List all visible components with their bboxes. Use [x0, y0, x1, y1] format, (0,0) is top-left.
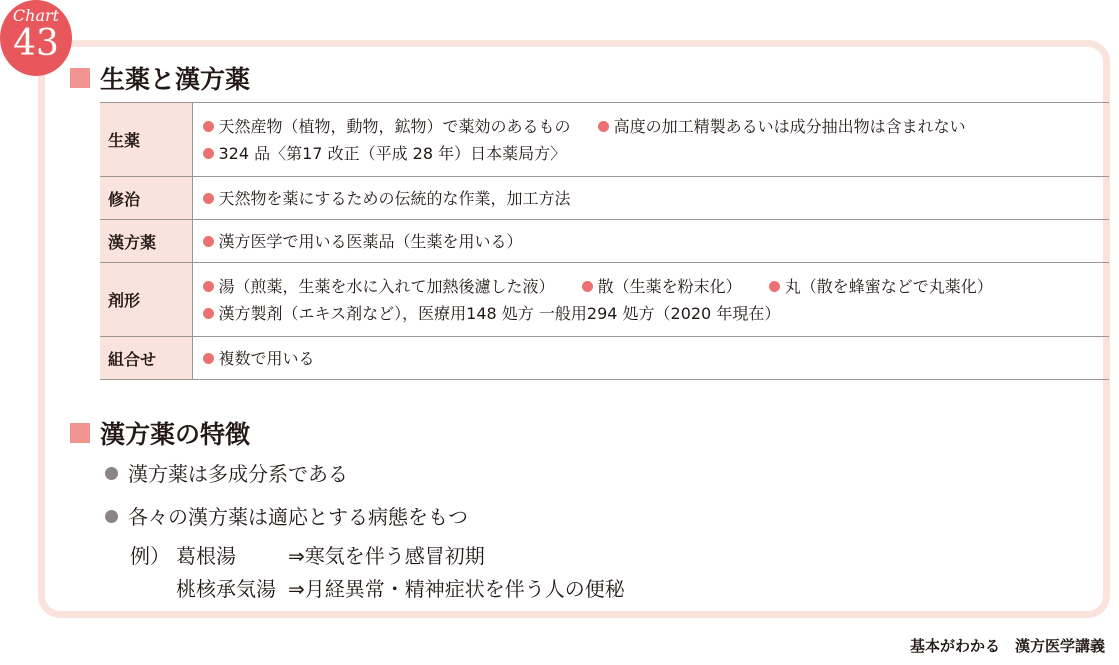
row-header: 漢方薬 — [100, 220, 192, 263]
bullet-icon — [769, 281, 780, 292]
bullet-icon — [203, 121, 214, 132]
row-header: 組合せ — [100, 337, 192, 380]
row-body — [192, 103, 1109, 177]
row-body — [192, 263, 1109, 337]
table-row — [100, 337, 1109, 380]
bullet-icon — [203, 353, 214, 364]
row-header: 剤形 — [100, 263, 192, 337]
book-title-footer: 基本がわかる 漢方医学講義 — [909, 637, 1105, 655]
badge-word: Chart — [12, 6, 60, 25]
feature-text: 漢方薬は多成分系である — [128, 462, 348, 486]
example-effect: ⇒月経異常・精神症状を伴う人の便秘 — [288, 577, 625, 601]
table-row — [100, 177, 1109, 220]
table-row — [100, 263, 1109, 337]
row-header: 修治 — [100, 177, 192, 220]
table-row — [100, 103, 1109, 177]
example-label: 例） — [130, 544, 170, 568]
square-bullet-icon — [70, 423, 90, 443]
row-text: 丸（散を蜂蜜などで丸薬化） — [784, 276, 993, 296]
square-bullet-icon — [70, 68, 90, 88]
row-text: 湯（煎薬，生薬を水に入れて加熱後濾した液） — [218, 276, 555, 296]
row-body — [192, 177, 1109, 220]
feature-text: 各々の漢方薬は適応とする病態をもつ — [128, 505, 468, 529]
bullet-icon — [105, 510, 118, 523]
row-header: 生薬 — [100, 103, 192, 177]
bullet-icon — [203, 236, 214, 247]
row-text: 漢方製剤（エキス剤など），医療用148 処方 一般用294 処方（2020 年現在） — [218, 303, 781, 323]
bullet-icon — [598, 121, 609, 132]
row-body — [192, 220, 1109, 263]
example-drug: 葛根湯 — [176, 544, 236, 568]
bullet-icon — [203, 148, 214, 159]
bullet-icon — [582, 281, 593, 292]
example-effect: ⇒寒気を伴う感冒初期 — [288, 544, 485, 568]
badge-number: 43 — [13, 23, 59, 64]
row-text: 天然物を薬にするための伝統的な作業，加工方法 — [218, 188, 571, 208]
bullet-icon — [203, 308, 214, 319]
bullet-icon — [203, 281, 214, 292]
section-title-features — [70, 415, 250, 451]
chart-number-badge — [0, 0, 72, 76]
row-text: 複数で用いる — [218, 348, 315, 368]
bullet-icon — [203, 193, 214, 204]
feature-point — [105, 501, 468, 530]
crude-drug-table — [100, 102, 1109, 380]
bullet-icon — [105, 467, 118, 480]
section-title-text: 漢方薬の特徴 — [100, 420, 251, 449]
section-title-text: 生薬と漢方薬 — [100, 65, 251, 94]
example-drug: 桃核承気湯 — [176, 577, 276, 601]
row-text: 漢方医学で用いる医薬品（生薬を用いる） — [218, 231, 523, 251]
row-body — [192, 337, 1109, 380]
feature-point — [105, 458, 348, 487]
row-text: 天然産物（植物，動物，鉱物）で薬効のあるもの — [218, 116, 571, 136]
row-text: 散（生薬を粉末化） — [597, 276, 742, 296]
row-text: 324 品〈第17 改正（平成 28 年）日本薬局方〉 — [218, 143, 567, 163]
table-row — [100, 220, 1109, 263]
section-title-crude-drugs — [70, 60, 250, 96]
row-text: 高度の加工精製あるいは成分抽出物は含まれない — [613, 116, 966, 136]
